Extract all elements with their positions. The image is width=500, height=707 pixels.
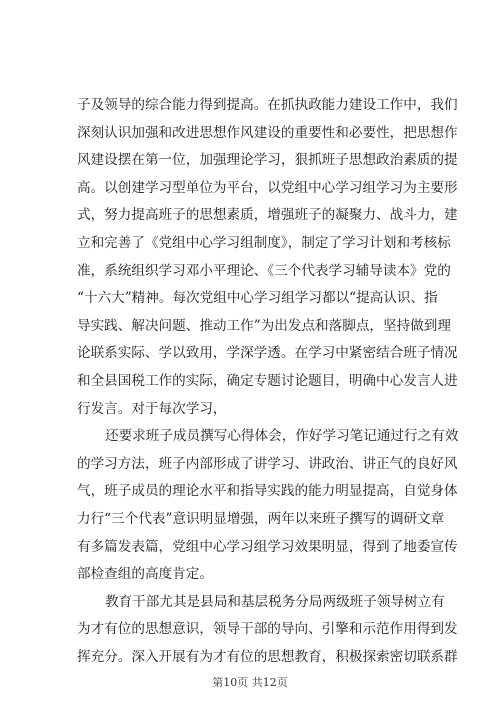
- text-line: 论联系实际、学以致用，学深学透。在学习中紧密结合班子情况: [77, 345, 458, 362]
- text-line: 行发言。对于每次学习，: [77, 400, 227, 417]
- text-line: 准，系统组织学习邓小平理论、《三个代表学习辅导读本》党的: [77, 262, 451, 279]
- text-line: 和全县国税工作的实际，确定专题讨论题目，明确中心发言人进: [77, 372, 458, 389]
- text-line: 深刻认识加强和改进思想作风建设的重要性和必要性，把思想作: [77, 124, 458, 141]
- text-line: 挥充分。深入开展有为才有位的思想教育，积极探索密切联系群: [77, 648, 458, 665]
- text-line: 有多篇发表篇，党组中心学习组学习效果明显，得到了地委宣传: [77, 538, 458, 555]
- text-line: 高。以创建学习型单位为平台，以党组中心学习组学习为主要形: [77, 179, 458, 196]
- text-line: 式，努力提高班子的思想素质，增强班子的凝聚力、战斗力，建: [77, 207, 458, 224]
- text-line: 的学习方法，班子内部形成了讲学习、讲政治、讲正气的良好风: [77, 455, 458, 472]
- paragraph: [77, 589, 458, 672]
- text-line: 立和完善了《党组中心学习组制度》，制定了学习计划和考核标: [77, 234, 451, 251]
- document-body: [77, 92, 459, 671]
- paragraph: [77, 423, 459, 589]
- page-footer: 第10页 共12页: [212, 676, 288, 689]
- text-line: 力行“三个代表”意识明显增强，两年以来班子撰写的调研文章: [77, 510, 445, 527]
- text-line: 为才有位的思想意识，领导干部的导向、引擎和示范作用得到发: [77, 621, 458, 638]
- text-line: “十六大”精神。每次党组中心学习组学习都以“提高认识、指: [77, 290, 438, 307]
- text-line: 气，班子成员的理论水平和指导实践的能力明显提高，自觉身体: [77, 483, 458, 500]
- text-line: 教育干部尤其是县局和基层税务分局两级班子领导树立有: [105, 593, 445, 610]
- text-line: 风建设摆在第一位，加强理论学习，狠抓班子思想政治素质的提: [77, 152, 458, 169]
- text-line: 部检查组的高度肯定。: [77, 566, 213, 583]
- text-line: 子及领导的综合能力得到提高。在抓执政能力建设工作中，我们: [77, 97, 458, 113]
- text-line: 导实践、解决问题、推动工作”为出发点和落脚点，坚持做到理: [77, 317, 451, 334]
- paragraph: [77, 92, 458, 423]
- text-line: 还要求班子成员撰写心得体会，作好学习笔记通过行之有效: [105, 428, 459, 445]
